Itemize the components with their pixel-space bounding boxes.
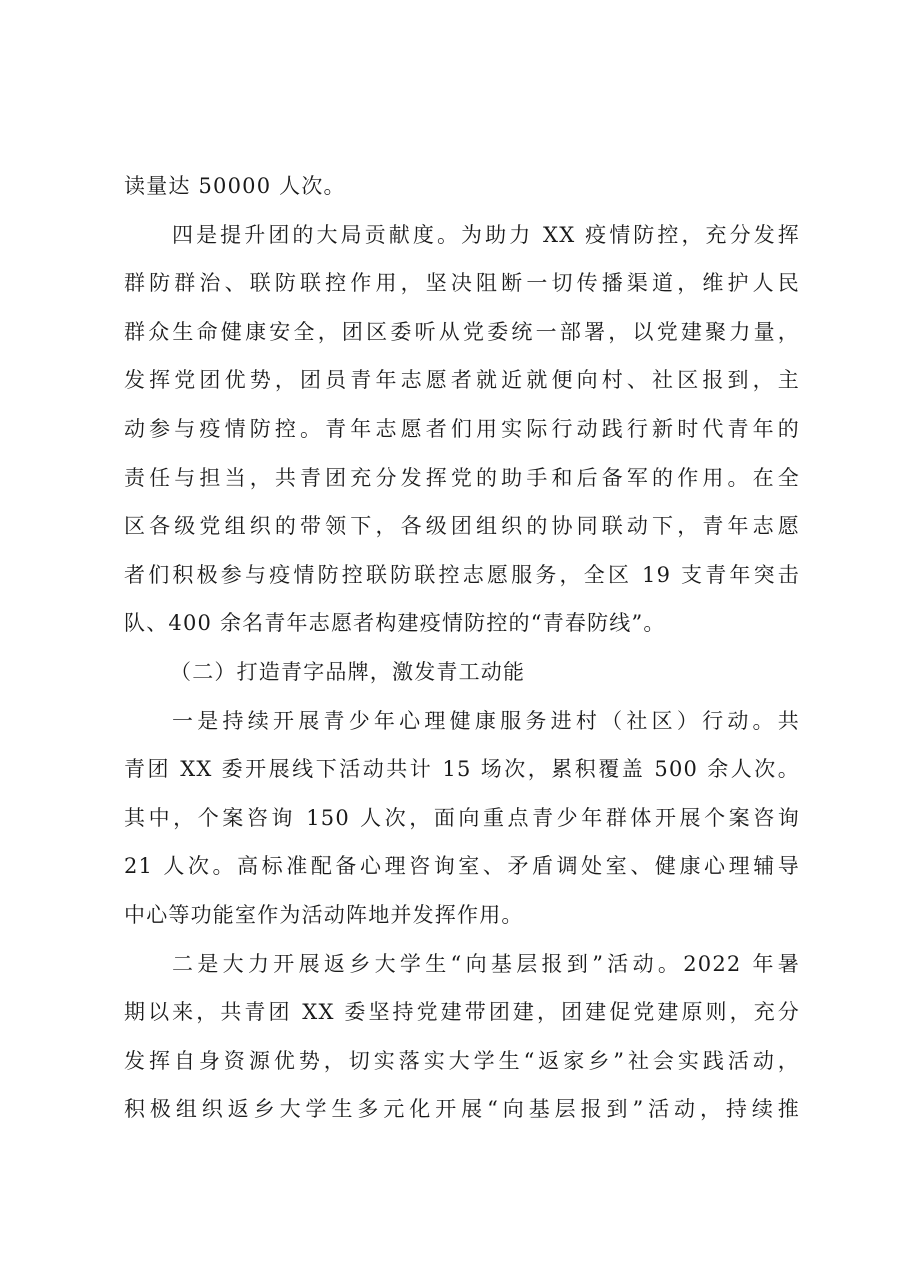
- paragraph-line: 队、400 余名青年志愿者构建疫情防控的“青春防线”。: [124, 611, 666, 636]
- paragraph-line: 群众生命健康安全，团区委听从党委统一部署，以党建聚力量，: [124, 319, 800, 344]
- document-body: [124, 162, 800, 1134]
- paragraph-line: 一是持续开展青少年心理健康服务进村（社区）行动。共: [172, 708, 800, 733]
- paragraph-line: 其中，个案咨询 150 人次，面向重点青少年群体开展个案咨询: [124, 805, 800, 830]
- paragraph-line: 责任与担当，共青团充分发挥党的助手和后备军的作用。在全: [124, 465, 800, 490]
- paragraph-line: 动参与疫情防控。青年志愿者们用实际行动践行新时代青年的: [124, 416, 800, 441]
- paragraph-line: 四是提升团的大局贡献度。为助力 XX 疫情防控，充分发挥: [172, 222, 800, 247]
- paragraph-line: 青团 XX 委开展线下活动共计 15 场次，累积覆盖 500 余人次。: [124, 757, 800, 782]
- paragraph-line: 二是大力开展返乡大学生“向基层报到”活动。2022 年暑: [172, 951, 800, 976]
- paragraph-line: 中心等功能室作为活动阵地并发挥作用。: [124, 902, 524, 927]
- paragraph-line: 群防群治、联防联控作用，坚决阻断一切传播渠道，维护人民: [124, 271, 800, 296]
- paragraph-line: 者们积极参与疫情防控联防联控志愿服务，全区 19 支青年突击: [124, 562, 800, 587]
- paragraph-line: 期以来，共青团 XX 委坚持党建带团建，团建促党建原则，充分: [124, 1000, 800, 1025]
- paragraph-line: 发挥自身资源优势，切实落实大学生“返家乡”社会实践活动，: [124, 1048, 800, 1073]
- paragraph-line: 读量达 50000 人次。: [124, 174, 346, 198]
- section-heading: （二）打造青字品牌，激发青工动能: [170, 659, 526, 684]
- paragraph-line: 区各级党组织的带领下，各级团组织的协同联动下，青年志愿: [124, 514, 800, 539]
- paragraph-line: 21 人次。高标准配备心理咨询室、矛盾调处室、健康心理辅导: [124, 854, 800, 879]
- paragraph-line: 积极组织返乡大学生多元化开展“向基层报到”活动，持续推: [124, 1097, 800, 1122]
- paragraph-line: 发挥党团优势，团员青年志愿者就近就便向村、社区报到，主: [124, 368, 800, 393]
